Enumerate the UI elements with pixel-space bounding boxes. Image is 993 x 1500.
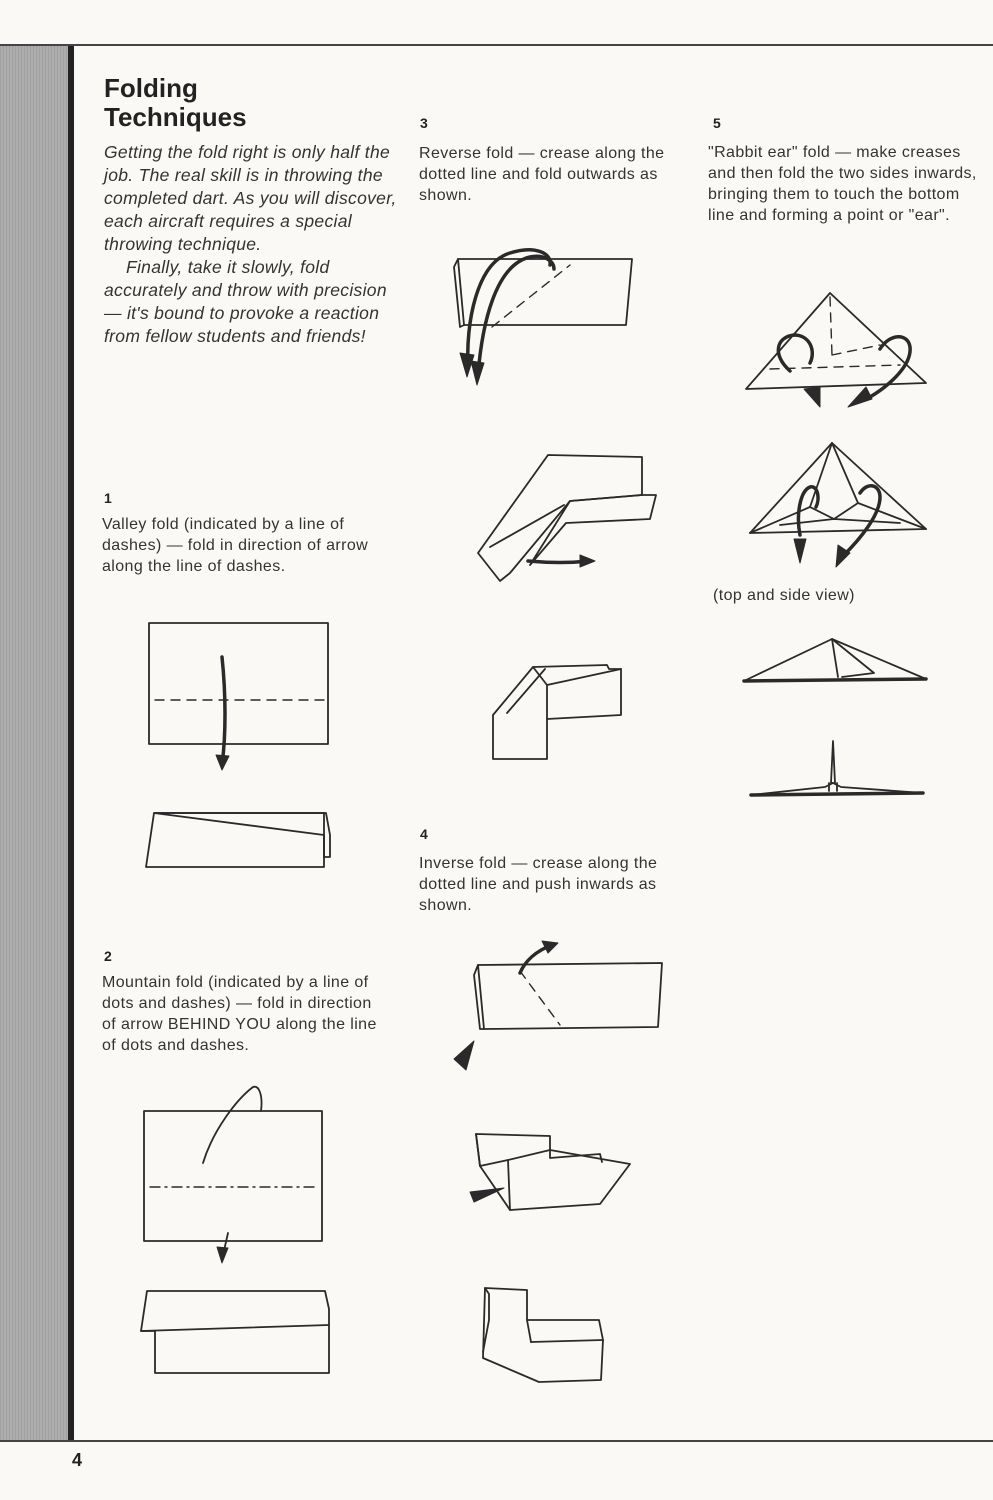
rabbit-ear-arrowhead-left bbox=[804, 387, 820, 407]
valley-fold-figure bbox=[140, 615, 340, 875]
inverse-fold-result-shape bbox=[483, 1288, 603, 1382]
reverse-fold-crease bbox=[490, 505, 564, 547]
inverse-fold-result bbox=[475, 1280, 615, 1390]
valley-fold-paper bbox=[149, 623, 328, 744]
inverse-fold-crease-a bbox=[508, 1160, 510, 1210]
step-1-number: 1 bbox=[104, 490, 112, 506]
valley-folded-edge bbox=[154, 813, 330, 857]
step-4-text: Inverse fold — crease along the dotted line and push inwards as shown. bbox=[419, 855, 658, 914]
intro-text bbox=[104, 141, 404, 348]
view-caption: (top and side view) bbox=[713, 587, 855, 604]
valley-folded-paper bbox=[146, 813, 324, 867]
inverse-fold-flap bbox=[476, 1134, 550, 1166]
step-4-number: 4 bbox=[420, 826, 428, 842]
rabbit-ear-figure-1 bbox=[740, 285, 935, 415]
intro-paragraph-2: Finally, take it slowly, fold accurately and throw with precision — it's bound to provoke a reaction from fellow students and friends! bbox=[104, 257, 387, 346]
side-view-ear bbox=[831, 741, 835, 783]
rabbit-ear-figure-2 bbox=[740, 435, 935, 570]
rabbit-ear-arrowhead-2-right bbox=[836, 545, 850, 567]
mountain-folded-paper bbox=[141, 1291, 329, 1373]
rabbit-ear-crease-3 bbox=[832, 345, 880, 355]
mountain-fold-arrow bbox=[203, 1087, 262, 1163]
reverse-fold-body bbox=[530, 495, 656, 565]
inverse-fold-push-arrow bbox=[454, 1041, 474, 1070]
intro-paragraph-1: Getting the fold right is only half the job. The real skill is in throwing the completed dart. As you will discover, each aircraft requires a special throwing technique. bbox=[104, 142, 397, 254]
inverse-fold-body bbox=[476, 1134, 630, 1210]
reverse-fold-figure-2 bbox=[470, 445, 670, 590]
rabbit-ear-arrow-right bbox=[870, 337, 910, 397]
inverse-fold-paper bbox=[478, 963, 662, 1029]
mountain-fold-figure bbox=[135, 1085, 345, 1385]
step-3-number: 3 bbox=[420, 115, 428, 131]
top-view-base bbox=[744, 679, 926, 681]
inverse-fold-result-crease-1 bbox=[527, 1320, 531, 1342]
reverse-fold-result-shape bbox=[493, 665, 621, 759]
valley-fold-arrowhead bbox=[216, 755, 229, 770]
page-title bbox=[104, 74, 247, 132]
top-view-crease-2 bbox=[832, 639, 874, 677]
step-2-text: Mountain fold (indicated by a line of dots and dashes) — fold in direction of arrow BEHIND YOU along the line of dots and dashes. bbox=[102, 974, 377, 1054]
rabbit-ear-arrowhead-2-left bbox=[794, 539, 806, 563]
title-line-2: Techniques bbox=[104, 102, 247, 132]
page-number: 4 bbox=[72, 1450, 83, 1470]
bottom-rule bbox=[0, 1440, 993, 1442]
side-bar bbox=[0, 46, 68, 1440]
side-view-wings bbox=[751, 793, 923, 795]
title-line-1: Folding bbox=[104, 73, 198, 103]
top-view-crease-1 bbox=[832, 639, 838, 677]
rabbit-ear-crease-right bbox=[834, 519, 900, 523]
inverse-fold-figure-2 bbox=[460, 1130, 640, 1220]
reverse-fold-paper bbox=[458, 259, 632, 325]
reverse-fold-result-crease-3 bbox=[547, 669, 621, 685]
step-5-number: 5 bbox=[713, 115, 721, 131]
rabbit-ear-arrowhead-right bbox=[848, 387, 872, 407]
reverse-fold-result bbox=[485, 655, 635, 765]
step-5-text: "Rabbit ear" fold — make creases and then fold the two sides inwards, bringing them to touch the bottom line and forming a point or "ear". bbox=[708, 144, 977, 224]
reverse-fold-figure-1 bbox=[440, 235, 660, 395]
reverse-fold-arrow-b bbox=[478, 256, 554, 375]
rabbit-ear-arrow-left bbox=[778, 335, 812, 371]
inverse-fold-dotted-line bbox=[520, 971, 560, 1025]
step-2-number: 2 bbox=[104, 948, 112, 964]
rabbit-ear-crease-1 bbox=[830, 297, 832, 355]
side-bar-edge bbox=[68, 46, 74, 1440]
rabbit-ear-top-view bbox=[740, 635, 935, 690]
inverse-fold-result-crease-2 bbox=[531, 1340, 603, 1342]
reverse-fold-arrowhead-b bbox=[471, 361, 484, 385]
reverse-fold-push-arrowhead bbox=[580, 555, 595, 567]
mountain-fold-arrowhead bbox=[217, 1247, 228, 1263]
rabbit-ear-side-view bbox=[745, 735, 930, 805]
inverse-fold-figure-1 bbox=[440, 935, 680, 1080]
top-rule bbox=[0, 44, 993, 46]
mountain-fold-paper bbox=[144, 1111, 322, 1241]
step-1-text: Valley fold (indicated by a line of dashes) — fold in direction of arrow along the line of dashes. bbox=[102, 516, 369, 575]
mountain-folded-edge bbox=[141, 1325, 329, 1331]
step-3-text: Reverse fold — crease along the dotted line and fold outwards as shown. bbox=[419, 145, 665, 204]
valley-fold-arrow bbox=[222, 657, 225, 765]
rabbit-ear-crease-left bbox=[780, 519, 834, 525]
